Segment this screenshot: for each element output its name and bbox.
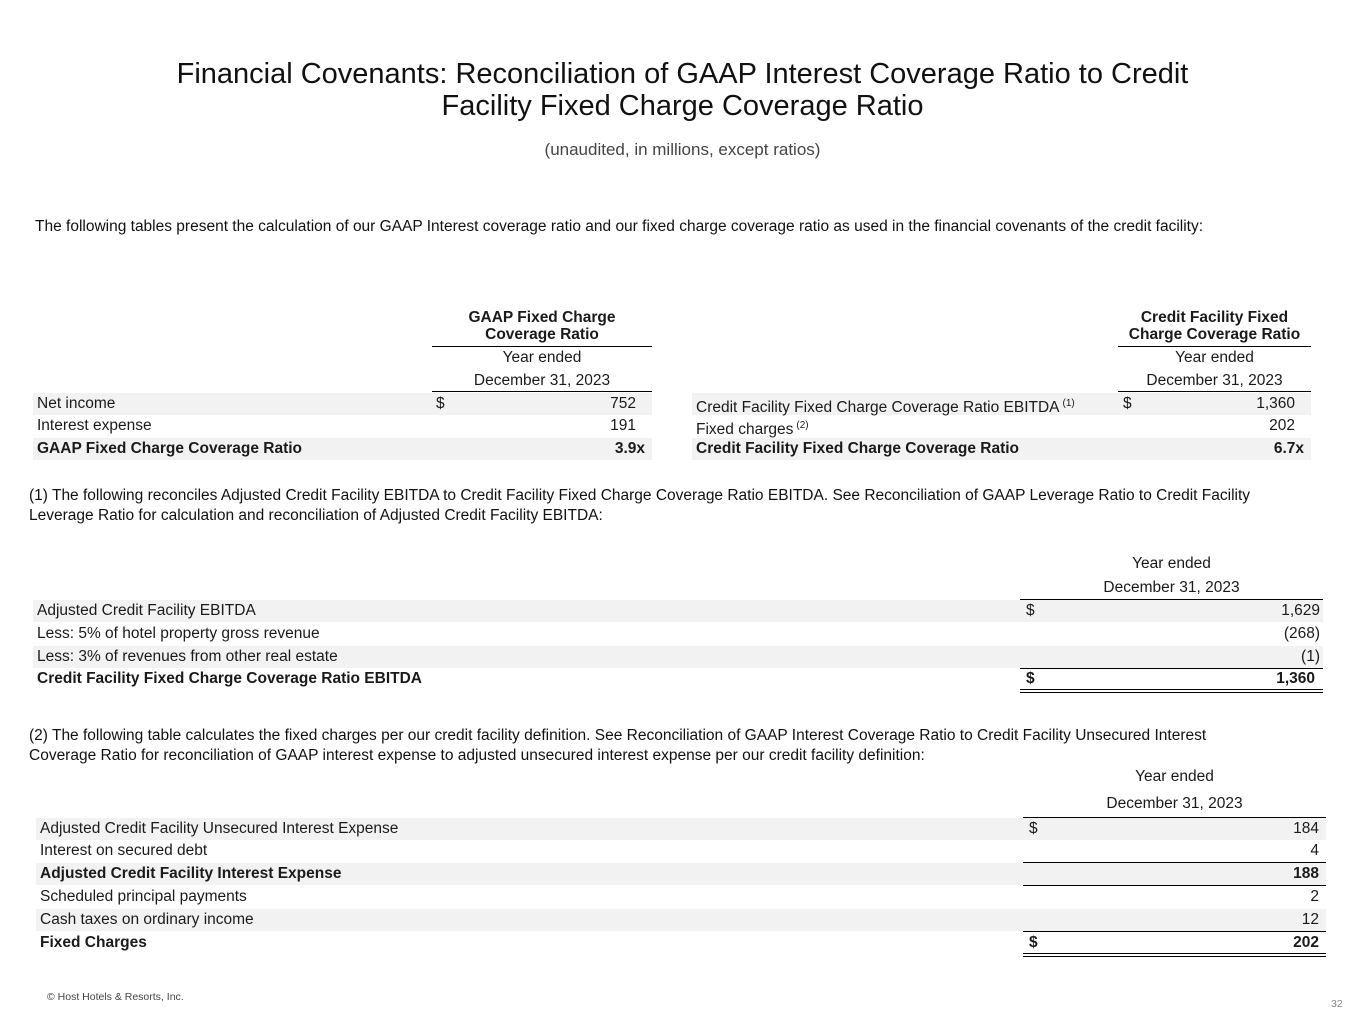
table-row [33, 646, 1323, 668]
row-label: Interest expense [37, 417, 152, 434]
gaap-column-header [432, 309, 652, 343]
cf-column-header [1118, 309, 1311, 343]
table-row [33, 393, 652, 415]
footnote-1-line-1: (1) The following reconciles Adjusted Credit Facility EBITDA to Credit Facility Fixed Charge Coverage Ratio EBITDA. See Reconciliation of GAAP Leverage Ratio to Credit Facility [29, 487, 1251, 504]
gaap-period-date: December 31, 2023 [473, 372, 611, 389]
footnote-1 [29, 486, 1250, 526]
cf-header-line-2: Charge Coverage Ratio [1128, 326, 1301, 343]
row-label: Credit Facility Fixed Charge Coverage Ratio [696, 440, 1020, 457]
cf-header-line-1: Credit Facility Fixed [1140, 309, 1289, 326]
title-line-2: Facility Fixed Charge Coverage Ratio [441, 90, 924, 122]
gaap-period-label: Year ended [502, 349, 582, 366]
cf-period-label: Year ended [1175, 349, 1254, 366]
row-value: 4 [1310, 842, 1319, 859]
table-row [692, 415, 1311, 437]
dollar-sign: $ [1029, 820, 1038, 837]
table-row [692, 393, 1311, 415]
divider [1118, 391, 1311, 392]
dollar-sign: $ [1123, 395, 1132, 412]
footnote-2-line-1: (2) The following table calculates the fixed charges per our credit facility definition. See Reconciliation of GAAP Interest Coverage Ratio to Credit Facility Unsecured Interest [29, 727, 1207, 744]
dollar-sign: $ [1029, 934, 1038, 951]
title-line-1: Financial Covenants: Reconciliation of GAAP Interest Coverage Ratio to Credit [176, 58, 1189, 90]
table-row [36, 840, 1326, 862]
footnote-2 [29, 726, 1206, 766]
row-label: Fixed Charges [40, 934, 147, 951]
gaap-header-line-2: Coverage Ratio [485, 326, 599, 343]
intro-text: The following tables present the calculation of our GAAP Interest coverage ratio and our fixed charge coverage ratio as used in the financial covenants of the credit facility: [35, 218, 1204, 235]
dollar-sign: $ [1026, 670, 1035, 687]
row-label: Cash taxes on ordinary income [40, 911, 254, 928]
dollar-sign: $ [1026, 602, 1035, 619]
note1-period-label: Year ended [1132, 555, 1211, 572]
table-row [33, 600, 1323, 622]
page-title [100, 58, 1265, 122]
row-label: Credit Facility Fixed Charge Coverage Ratio EBITDA [37, 670, 423, 687]
footnote-ref: (2) [796, 420, 809, 431]
row-value: 2 [1310, 888, 1319, 905]
note2-period-label: Year ended [1135, 768, 1214, 785]
divider [432, 391, 652, 392]
page-subtitle: (unaudited, in millions, except ratios) [544, 140, 821, 159]
row-label: Less: 5% of hotel property gross revenue [37, 625, 320, 642]
row-value: 202 [1293, 934, 1319, 951]
table-row [36, 886, 1326, 908]
row-value: 6.7x [1273, 440, 1304, 457]
table-row [36, 818, 1326, 840]
row-label: Adjusted Credit Facility Unsecured Interest Expense [40, 820, 399, 837]
note2-period-date: December 31, 2023 [1106, 795, 1243, 812]
row-label: Adjusted Credit Facility EBITDA [37, 602, 256, 619]
table-row-total [692, 438, 1311, 460]
table-row [33, 623, 1323, 645]
page-number: 32 [1331, 998, 1343, 1010]
row-label-text: Credit Facility Fixed Charge Coverage Ratio EBITDA [696, 399, 1060, 416]
footnote-ref: (1) [1062, 398, 1075, 409]
table-row [36, 909, 1326, 931]
footnote-1-line-2: Leverage Ratio for calculation and reconciliation of Adjusted Credit Facility EBITDA: [29, 507, 603, 524]
note1-period-date: December 31, 2023 [1103, 579, 1240, 596]
row-value: 12 [1301, 911, 1319, 928]
copyright-footer: © Host Hotels & Resorts, Inc. [47, 991, 184, 1003]
row-label: Scheduled principal payments [40, 888, 247, 905]
row-label: Less: 3% of revenues from other real estate [37, 648, 338, 665]
double-underline [1023, 953, 1326, 957]
row-value: 1,629 [1281, 602, 1320, 619]
row-label: Interest on secured debt [40, 842, 208, 859]
cf-period-date: December 31, 2023 [1146, 372, 1283, 389]
table-row-subtotal [36, 863, 1326, 885]
row-value: 184 [1293, 820, 1319, 837]
row-label: Net income [37, 395, 116, 412]
table-row-total [33, 668, 1323, 690]
row-value: 188 [1293, 865, 1319, 882]
row-value: 191 [610, 417, 636, 434]
row-value: 3.9x [614, 440, 645, 457]
row-value: 752 [610, 395, 636, 412]
row-value: 1,360 [1276, 670, 1315, 687]
row-value: (268) [1283, 625, 1320, 642]
row-label: Adjusted Credit Facility Interest Expense [40, 865, 342, 882]
row-value: 1,360 [1256, 395, 1295, 412]
table-row-total [36, 932, 1326, 954]
row-label: GAAP Fixed Charge Coverage Ratio [37, 440, 303, 457]
gaap-header-line-1: GAAP Fixed Charge [468, 309, 616, 326]
footnote-2-line-2: Coverage Ratio for reconciliation of GAAP interest expense to adjusted unsecured interest expense per our credit facility definition: [29, 747, 925, 764]
table-row [33, 415, 652, 437]
dollar-sign: $ [436, 395, 445, 412]
row-label-text: Fixed charges [696, 421, 794, 438]
row-value: (1) [1301, 648, 1320, 665]
double-underline [1020, 689, 1323, 693]
table-row-total [33, 438, 652, 460]
row-value: 202 [1269, 417, 1295, 434]
